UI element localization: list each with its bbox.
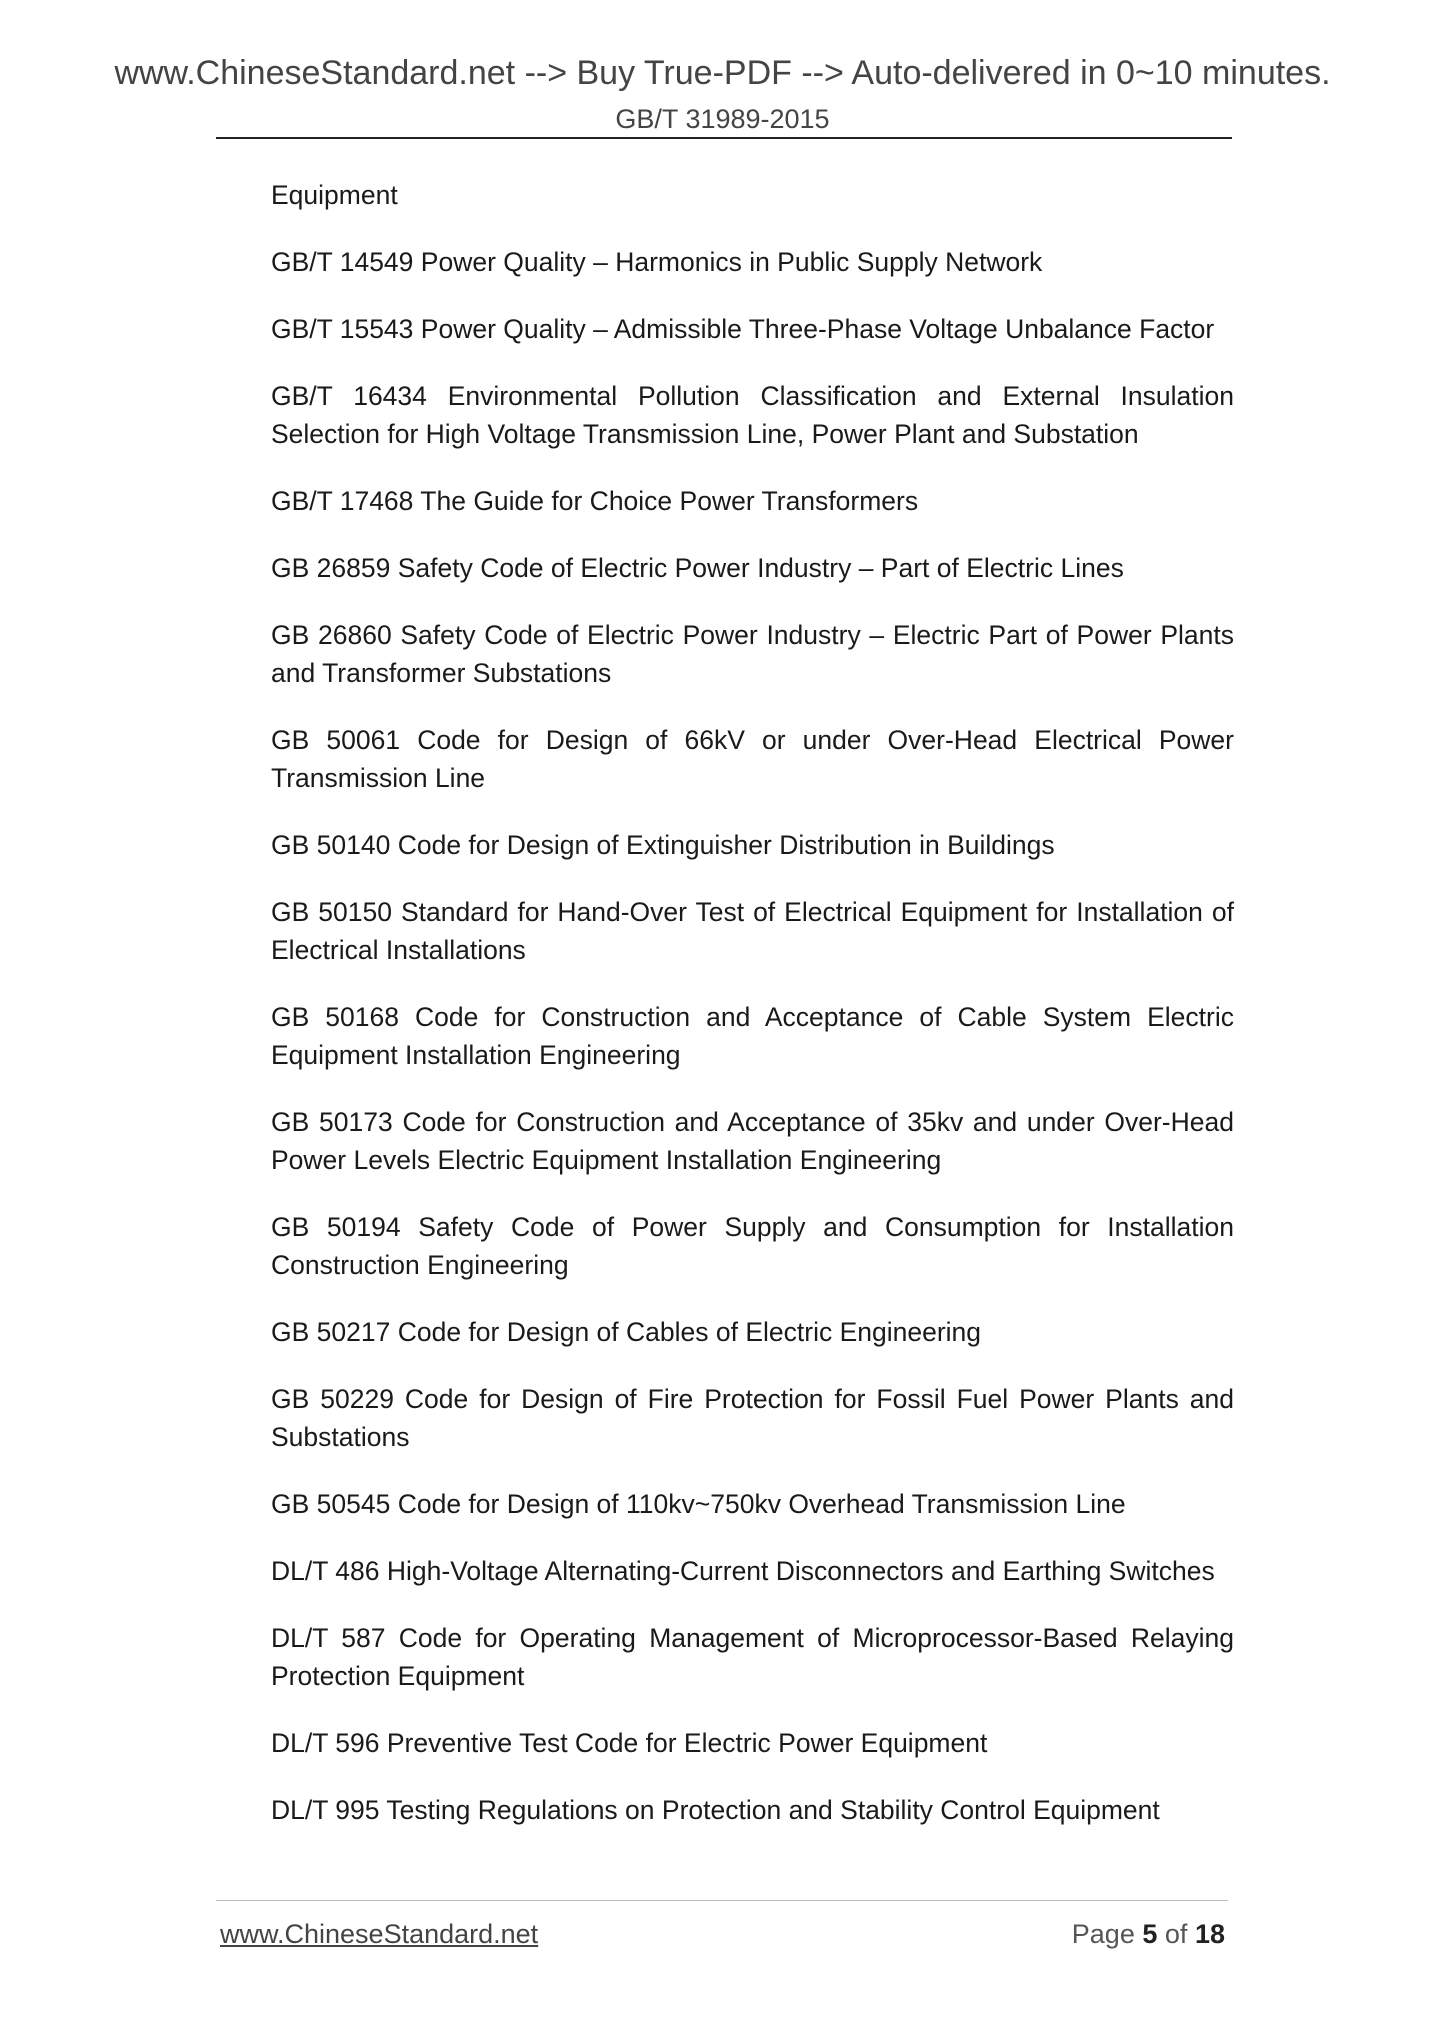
page-word: Page [1071,1919,1135,1949]
reference-item: GB 50173 Code for Construction and Acceptance of 35kv and under Over-Head Power Levels Electric Equipment Installation Engineering [271,1107,1234,1175]
reference-item: GB 50168 Code for Construction and Acceptance of Cable System Electric Equipment Installation Engineering [271,1002,1234,1070]
reference-item: DL/T 587 Code for Operating Management of Microprocessor-Based Relaying Protection Equipment [271,1623,1234,1691]
footer-site-link[interactable]: www.ChineseStandard.net [220,1919,539,1949]
header-divider [216,137,1232,139]
reference-item: GB 50140 Code for Design of Extinguisher Distribution in Buildings [271,830,1055,860]
reference-item: GB/T 15543 Power Quality – Admissible Three-Phase Voltage Unbalance Factor [271,314,1215,344]
reference-item: DL/T 995 Testing Regulations on Protection and Stability Control Equipment [271,1795,1160,1825]
reference-item: GB 26859 Safety Code of Electric Power Industry – Part of Electric Lines [271,553,1124,583]
normative-references-list [271,176,1234,1858]
reference-item: GB 50194 Safety Code of Power Supply and Consumption for Installation Construction Engineering [271,1212,1234,1280]
reference-item: GB/T 16434 Environmental Pollution Classification and External Insulation Selection for High Voltage Transmission Line, Power Plant and Substation [271,381,1234,449]
page-of-word: of [1164,1919,1188,1949]
total-pages-number: 18 [1194,1919,1225,1949]
reference-item: GB 50061 Code for Design of 66kV or under Over-Head Electrical Power Transmission Line [271,725,1234,793]
reference-item: Equipment [271,180,398,210]
reference-item: GB 26860 Safety Code of Electric Power Industry – Electric Part of Power Plants and Transformer Substations [271,620,1234,688]
page-indicator [1072,1921,1225,1948]
reference-item: GB/T 17468 The Guide for Choice Power Transformers [271,486,919,516]
standard-number: GB/T 31989-2015 [615,104,830,134]
reference-item: GB 50229 Code for Design of Fire Protection for Fossil Fuel Power Plants and Substations [271,1384,1234,1452]
header-banner: www.ChineseStandard.net --> Buy True-PDF --> Auto-delivered in 0~10 minutes. [114,54,1331,92]
reference-item: DL/T 486 High-Voltage Alternating-Current Disconnectors and Earthing Switches [271,1556,1215,1586]
reference-item: GB 50217 Code for Design of Cables of Electric Engineering [271,1317,982,1347]
reference-item: DL/T 596 Preventive Test Code for Electric Power Equipment [271,1728,988,1758]
reference-item: GB/T 14549 Power Quality – Harmonics in Public Supply Network [271,247,1043,277]
reference-item: GB 50150 Standard for Hand-Over Test of Electrical Equipment for Installation of Electrical Installations [271,897,1234,965]
reference-item: GB 50545 Code for Design of 110kv~750kv Overhead Transmission Line [271,1489,1126,1519]
current-page-number: 5 [1142,1919,1158,1949]
footer-divider [216,1900,1228,1901]
